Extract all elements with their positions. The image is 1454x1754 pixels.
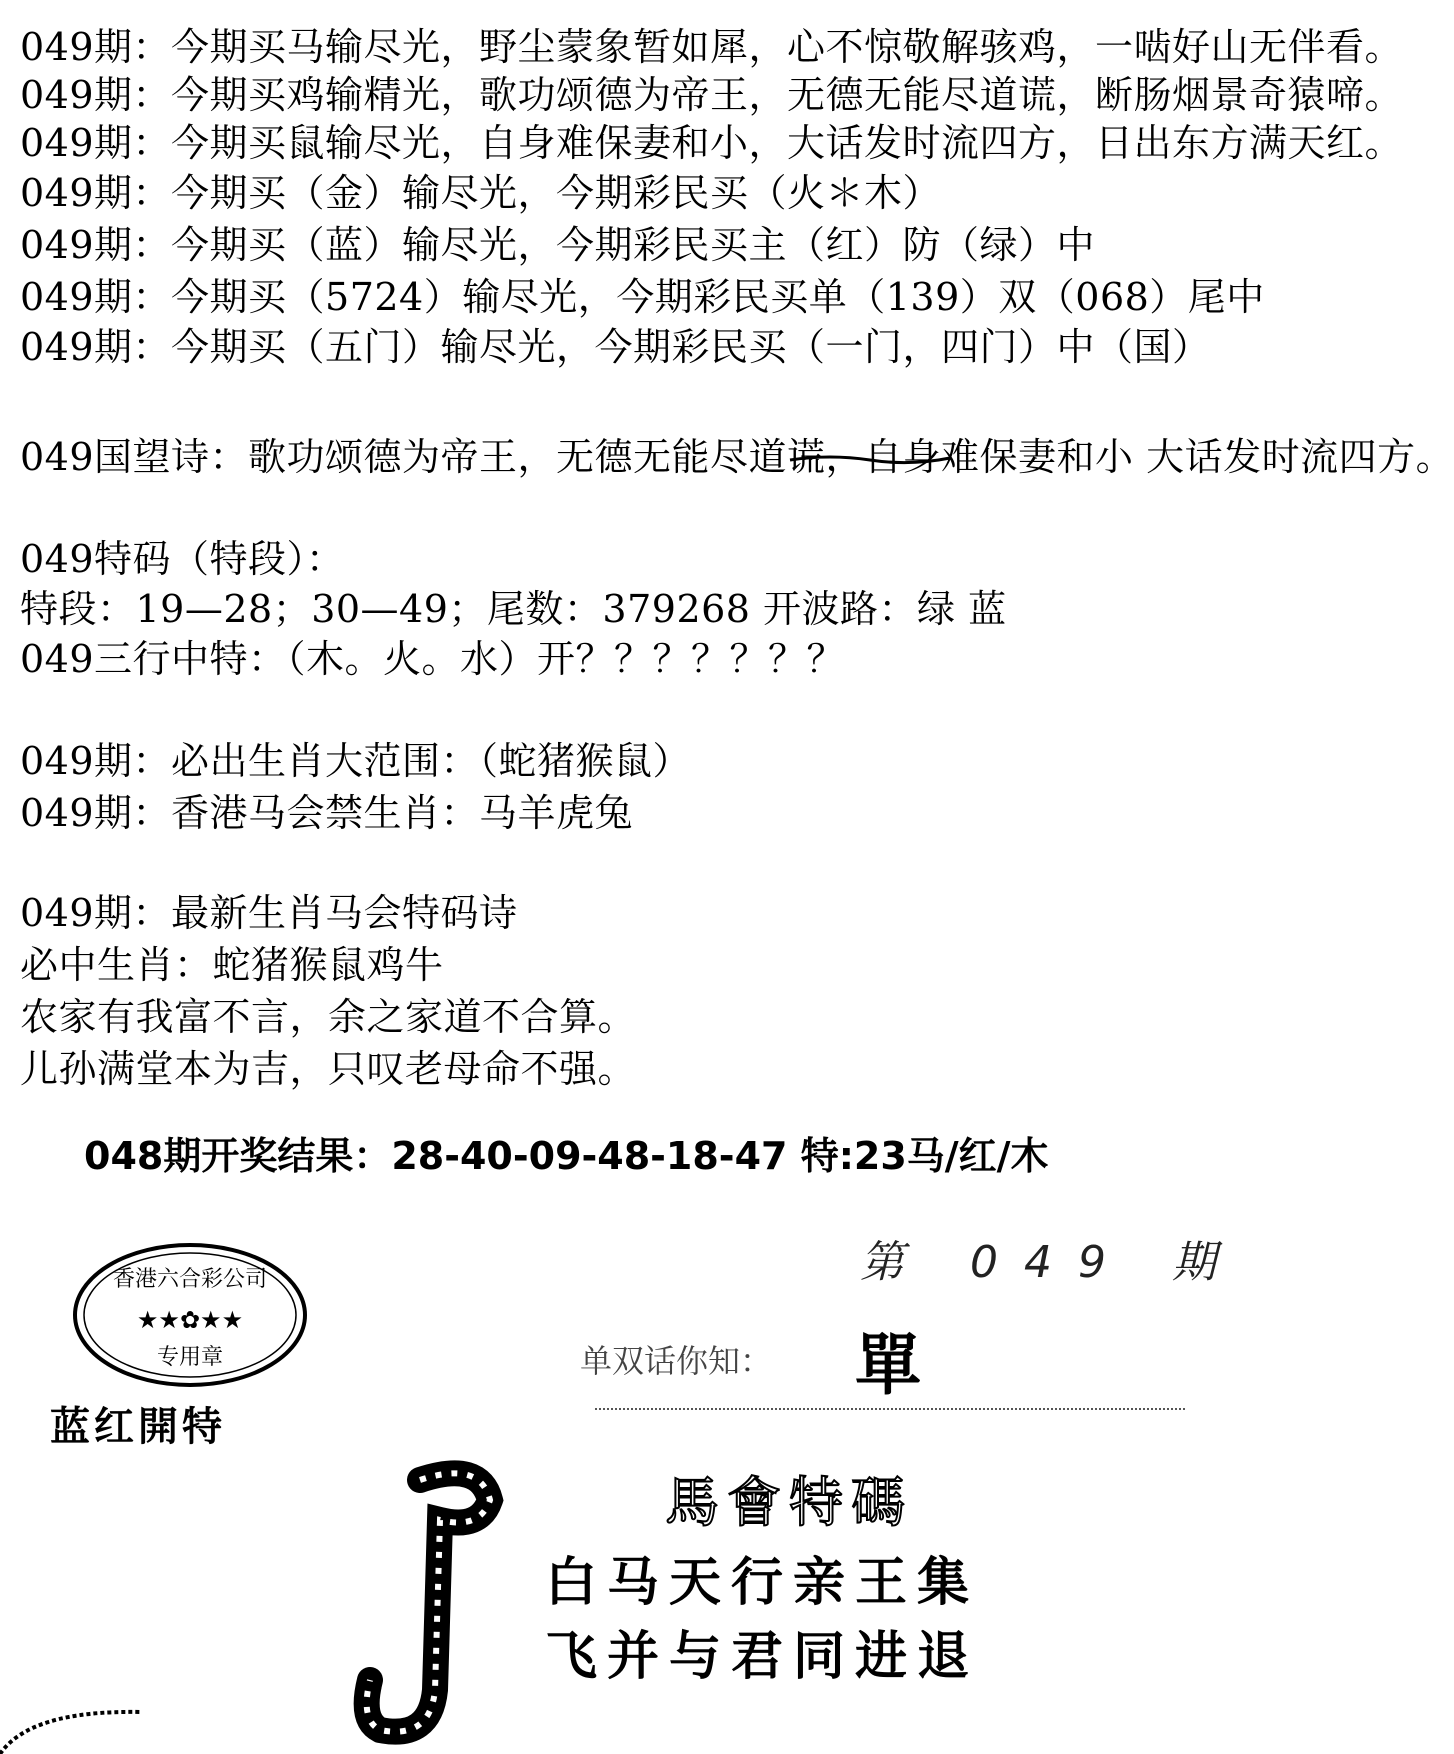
stamp-stars: ★★✿★★ — [136, 1306, 244, 1334]
special-heading: 049特码（特段）： — [20, 537, 345, 581]
corner-mark — [0, 1700, 140, 1754]
horse-club-title: 馬會特碼 — [665, 1471, 913, 1534]
snake-emblem-icon — [360, 1460, 530, 1750]
draw-result: 048期开奖结果：28-40-09-48-18-47 特:23马/红/木 — [84, 1134, 1049, 1178]
divider — [595, 1408, 1185, 1410]
big-poem-line-2: 飞并与君同进退 — [545, 1627, 980, 1687]
verse-line-2: 儿孙满堂本为吉，只叹老母命不强。 — [20, 1047, 637, 1091]
odd-even-label: 单双话你知： — [580, 1342, 773, 1380]
poem-line: 049国望诗：歌功颂德为帝王，无德无能尽道谎，自身难保妻和小 大话发时流四方。 — [20, 435, 1454, 479]
big-poem-line-1: 白马天行亲王集 — [545, 1553, 980, 1613]
special-range-line: 特段：19—28；30—49；尾数：379268 开波路：绿 蓝 — [20, 587, 1007, 631]
prediction-line-6: 049期：今期买（5724）输尽光，今期彩民买单（139）双（068）尾中 — [20, 275, 1265, 319]
prediction-line-7: 049期：今期买（五门）输尽光，今期彩民买（一门，四门）中（国） — [20, 325, 1211, 369]
stamp-caption: 蓝红開特 — [50, 1404, 226, 1450]
stamp-org: 香港六合彩公司 — [112, 1267, 268, 1292]
prediction-line-5: 049期：今期买（蓝）输尽光，今期彩民买主（红）防（绿）中 — [20, 223, 1096, 267]
strike-mark — [790, 452, 950, 466]
issue-label: 第 049 期 — [860, 1237, 1242, 1288]
stamp-sub: 专用章 — [156, 1345, 224, 1370]
odd-even-value: 單 — [855, 1327, 921, 1404]
three-element-line: 049三行中特：（木。火。水）开？？？？？？？ — [20, 637, 846, 681]
latest-heading: 049期：最新生肖马会特码诗 — [20, 891, 518, 935]
must-zodiac-line: 必中生肖：蛇猪猴鼠鸡牛 — [20, 943, 444, 987]
prediction-line-3: 049期：今期买鼠输尽光，自身难保妻和小，大话发时流四方，日出东方满天红。 — [20, 121, 1404, 165]
zodiac-forbid-line: 049期：香港马会禁生肖：马羊虎兔 — [20, 791, 634, 835]
prediction-line-2: 049期：今期买鸡输精光，歌功颂德为帝王，无德无能尽道谎，断肠烟景奇猿啼。 — [20, 73, 1404, 117]
prediction-line-1: 049期：今期买马输尽光，野尘蒙象暂如犀，心不惊敬解骇鸡，一啮好山无伴看。 — [20, 25, 1404, 69]
prediction-line-4: 049期：今期买（金）输尽光，今期彩民买（火＊木） — [20, 171, 942, 215]
zodiac-range-line: 049期：必出生肖大范围：（蛇猪猴鼠） — [20, 739, 692, 783]
company-stamp — [70, 1240, 310, 1390]
verse-line-1: 农家有我富不言，余之家道不合算。 — [20, 995, 637, 1039]
